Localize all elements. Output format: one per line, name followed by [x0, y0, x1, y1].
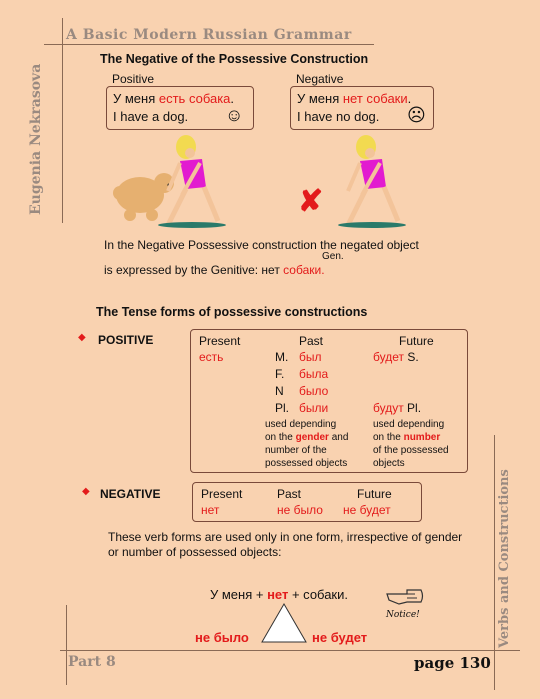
past-usage-note: used depending on the gender and number of the possessed objects	[265, 419, 349, 469]
future-usage-note: used depending on the number of the possessed objects	[373, 419, 449, 469]
positive-example-box	[106, 86, 254, 130]
positive-tense-box	[190, 329, 468, 473]
future-form-s: будет S.	[373, 350, 419, 364]
positive-russian: У меня есть собака.	[113, 91, 235, 106]
chapter-side-title: Verbs and Constructions	[497, 469, 512, 648]
cross-mark-icon: ✘	[298, 185, 324, 218]
explain-line-1: In the Negative Possessive construction the negated object	[104, 238, 419, 252]
author-name: Eugenia Nekrasova	[28, 63, 44, 215]
past-gender-m: M.	[275, 350, 289, 364]
positive-english: I have a dog.	[113, 109, 189, 124]
triangle-left-label: не было	[195, 630, 249, 645]
negative-heading: NEGATIVE	[100, 487, 161, 501]
past-form-n: было	[299, 384, 329, 398]
positive-present-form: есть	[199, 350, 224, 364]
past-form-pl: были	[299, 401, 329, 415]
negative-present-form: нет	[201, 503, 220, 517]
past-gender-f: F.	[275, 367, 285, 381]
bullet-positive-icon: ◆	[78, 332, 86, 343]
section-title-tense-forms: The Tense forms of possessive constructions	[96, 305, 368, 319]
notice-label: Notice!	[386, 610, 420, 620]
future-form-pl: будут Pl.	[373, 401, 422, 415]
bullet-negative-icon: ◆	[82, 486, 90, 497]
past-gender-n: N	[275, 384, 284, 398]
negative-label: Negative	[296, 72, 344, 86]
woman-without-dog-illustration	[330, 133, 425, 229]
sad-face-icon: ☹	[407, 105, 426, 125]
frame-line-bottom	[60, 650, 520, 651]
negative-english: I have no dog.	[297, 109, 380, 124]
part-label: Part 8	[68, 654, 116, 670]
negative-past-form: не было	[277, 503, 323, 517]
positive-col-past: Past	[299, 334, 324, 348]
gen-label: Gen.	[322, 251, 344, 262]
usage-note-line-1: These verb forms are used only in one form, irrespective of gender	[108, 530, 463, 544]
usage-note-line-2: or number of possessed objects:	[108, 545, 282, 559]
negative-col-present: Present	[201, 487, 243, 501]
positive-heading: POSITIVE	[98, 333, 154, 347]
woman-with-dog-illustration	[106, 133, 231, 229]
past-gender-pl: Pl.	[275, 401, 290, 415]
frame-line-left-top	[62, 18, 63, 223]
smile-face-icon: ☺	[225, 105, 244, 125]
frame-line-top	[44, 44, 374, 45]
triangle-right-label: не будет	[312, 630, 368, 645]
frame-line-left-bottom	[66, 605, 67, 685]
book-title: A Basic Modern Russian Grammar	[66, 27, 352, 43]
negative-example-box	[290, 86, 434, 130]
negative-future-form: не будет	[343, 503, 391, 517]
past-form-f: была	[299, 367, 329, 381]
negative-col-future: Future	[357, 487, 392, 501]
negative-col-past: Past	[277, 487, 302, 501]
triangle-diagram	[260, 602, 308, 644]
positive-col-future: Future	[399, 334, 434, 348]
pointing-hand-icon	[385, 586, 425, 608]
section-title-negative-possessive: The Negative of the Possessive Construction	[100, 52, 369, 66]
page-number: page 130	[414, 654, 491, 672]
negative-tense-box	[192, 482, 422, 522]
past-form-m: был	[299, 350, 322, 364]
formula: У меня + нет + собаки.	[210, 587, 348, 602]
explain-line-2: is expressed by the Genitive: нет собаки.	[104, 263, 325, 277]
positive-label: Positive	[112, 72, 155, 86]
positive-col-present: Present	[199, 334, 241, 348]
negative-russian: У меня нет собаки.	[297, 91, 412, 106]
frame-line-right-bottom	[494, 435, 495, 690]
